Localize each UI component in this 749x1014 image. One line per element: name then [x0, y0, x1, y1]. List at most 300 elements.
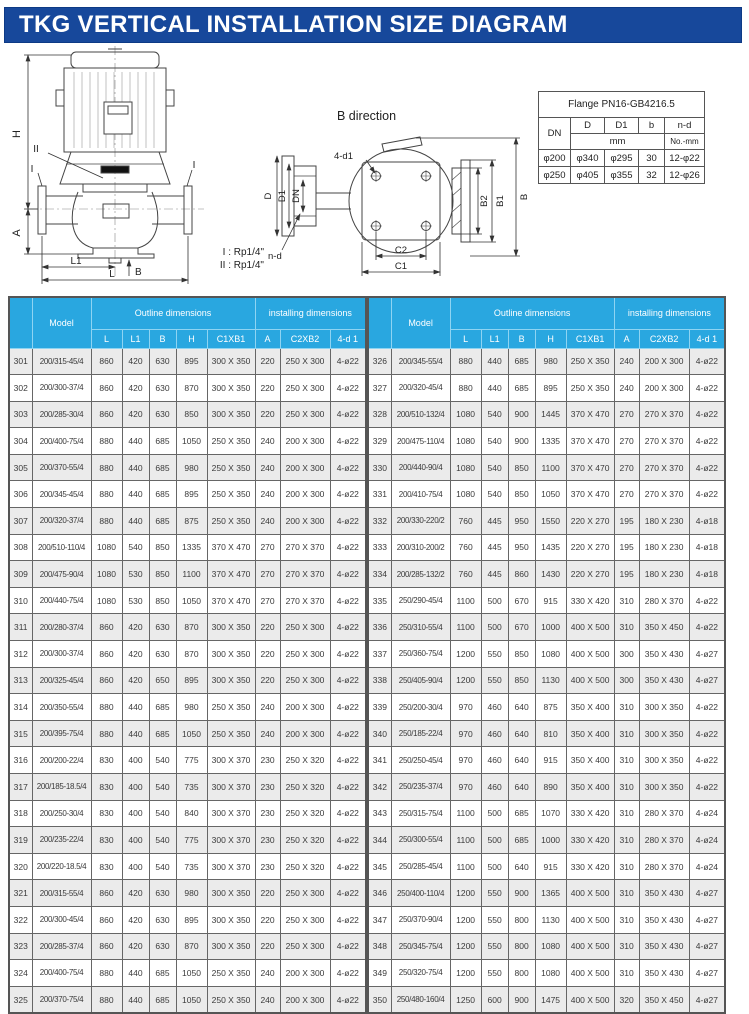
- model-cell: 200/220-18.5/4: [32, 853, 91, 880]
- table-row: [9, 827, 366, 854]
- h-cell: 1050: [176, 720, 207, 747]
- c1xb1-cell: 370 X 470: [566, 454, 614, 481]
- h-cell: 1130: [535, 667, 566, 694]
- h-cell: 1445: [535, 401, 566, 428]
- 4d1-cell: 4-ø22: [330, 641, 366, 668]
- a-cell: 240: [255, 960, 280, 987]
- h-cell: 915: [535, 747, 566, 774]
- b-cell: 900: [508, 986, 535, 1013]
- table-row: [368, 348, 725, 375]
- leader-ii: [48, 153, 103, 178]
- b-cell: 685: [508, 348, 535, 375]
- l1-cell: 550: [481, 667, 508, 694]
- table-row: [9, 534, 366, 561]
- c1xb1-cell: 250 X 350: [207, 694, 255, 721]
- flange-row: [539, 150, 705, 167]
- model-cell: 200/285-132/2: [391, 561, 450, 588]
- a-cell: 220: [255, 375, 280, 402]
- l1-cell: 440: [122, 454, 149, 481]
- model-cell: 200/440-90/4: [391, 454, 450, 481]
- l1-cell: 420: [122, 401, 149, 428]
- table-row: [368, 614, 725, 641]
- l-cell: 880: [91, 454, 122, 481]
- l-cell: 1200: [450, 906, 481, 933]
- a-cell: 310: [614, 614, 639, 641]
- b-cell: 670: [508, 587, 535, 614]
- table-row: [9, 614, 366, 641]
- row-number: 307: [9, 508, 32, 535]
- a-cell: 220: [255, 348, 280, 375]
- row-number: 314: [9, 694, 32, 721]
- b-cell: 950: [508, 508, 535, 535]
- model-cell: 250/480-160/4: [391, 986, 450, 1013]
- row-number: 343: [368, 800, 391, 827]
- h-cell: 980: [176, 880, 207, 907]
- h-cell: 850: [176, 401, 207, 428]
- l-cell: 1200: [450, 880, 481, 907]
- 4d1-cell: 4-ø22: [689, 481, 725, 508]
- l-cell: 1200: [450, 667, 481, 694]
- 4d1-cell: 4-ø24: [689, 800, 725, 827]
- c1xb1-cell: 400 X 500: [566, 641, 614, 668]
- h-cell: 895: [176, 348, 207, 375]
- 4d1-cell: 4-ø22: [689, 401, 725, 428]
- c1xb1-cell: 370 X 470: [207, 534, 255, 561]
- c1xb1-cell: 330 X 420: [566, 587, 614, 614]
- c2xb2-cell: 300 X 350: [639, 694, 689, 721]
- flange-col-d1: D1: [605, 118, 639, 134]
- c2xb2-cell: 350 X 450: [639, 614, 689, 641]
- b-cell: 685: [149, 720, 176, 747]
- l1-cell: 420: [122, 348, 149, 375]
- h-cell: 895: [176, 481, 207, 508]
- model-cell: 200/400-75/4: [32, 960, 91, 987]
- b-cell: 685: [508, 375, 535, 402]
- row-number: 320: [9, 853, 32, 880]
- row-number: 305: [9, 454, 32, 481]
- col-header-c1xb1: C1XB1: [207, 329, 255, 348]
- volute-outline: [349, 149, 453, 253]
- model-cell: 250/185-22/4: [391, 720, 450, 747]
- c1xb1-cell: 300 X 370: [207, 774, 255, 801]
- 4d1-cell: 4-ø22: [689, 614, 725, 641]
- h-cell: 810: [535, 720, 566, 747]
- l1-cell: 420: [122, 880, 149, 907]
- table-row: [9, 454, 366, 481]
- c2xb2-cell: 300 X 350: [639, 774, 689, 801]
- 4d1-cell: 4-ø27: [689, 880, 725, 907]
- a-cell: 270: [614, 454, 639, 481]
- 4d1-cell: 4-ø22: [330, 906, 366, 933]
- table-row: [9, 747, 366, 774]
- l-cell: 1100: [450, 614, 481, 641]
- b-cell: 850: [508, 641, 535, 668]
- a-cell: 195: [614, 508, 639, 535]
- 4d1-cell: 4-ø27: [689, 986, 725, 1013]
- table-row: [9, 401, 366, 428]
- c1xb1-cell: 300 X 350: [207, 667, 255, 694]
- top-discharge-flange: [382, 137, 422, 152]
- b-cell: 640: [508, 747, 535, 774]
- c1xb1-cell: 300 X 350: [207, 906, 255, 933]
- flange-unit-mm: mm: [571, 134, 665, 150]
- row-number: 326: [368, 348, 391, 375]
- c1xb1-cell: 250 X 350: [207, 508, 255, 535]
- l1-cell: 460: [481, 774, 508, 801]
- model-cell: 200/285-37/4: [32, 933, 91, 960]
- 4d1-cell: 4-ø24: [689, 827, 725, 854]
- table-row: [368, 454, 725, 481]
- l-cell: 880: [91, 508, 122, 535]
- model-cell: 200/510-132/4: [391, 401, 450, 428]
- b-cell: 685: [149, 454, 176, 481]
- 4d1-cell: 4-ø22: [330, 348, 366, 375]
- row-number: 304: [9, 428, 32, 455]
- flange-row: [539, 167, 705, 184]
- flange-table-title: Flange PN16-GB4216.5: [539, 92, 705, 118]
- dim-a-label: A: [11, 229, 23, 237]
- c2xb2-cell: 250 X 300: [280, 614, 330, 641]
- model-cell: 200/200-22/4: [32, 747, 91, 774]
- b-cell: 640: [508, 694, 535, 721]
- l-cell: 1080: [91, 561, 122, 588]
- l1-cell: 540: [481, 481, 508, 508]
- 4d1-cell: 4-ø22: [330, 481, 366, 508]
- table-row: [9, 667, 366, 694]
- col-header-4d1: 4-d 1: [689, 329, 725, 348]
- l1-cell: 540: [122, 534, 149, 561]
- a-cell: 220: [255, 906, 280, 933]
- c1xb1-cell: 220 X 270: [566, 534, 614, 561]
- c2xb2-cell: 270 X 370: [280, 534, 330, 561]
- l-cell: 860: [91, 375, 122, 402]
- c2xb2-cell: 280 X 370: [639, 587, 689, 614]
- c1xb1-cell: 400 X 500: [566, 986, 614, 1013]
- table-row: [9, 587, 366, 614]
- 4d1-cell: 4-ø22: [330, 747, 366, 774]
- table-row: [9, 641, 366, 668]
- model-cell: 200/350-55/4: [32, 694, 91, 721]
- model-cell: 250/360-75/4: [391, 641, 450, 668]
- c1xb1-cell: 250 X 350: [207, 481, 255, 508]
- mark-i-right-label: I: [192, 160, 196, 171]
- h-cell: 1050: [176, 986, 207, 1013]
- l1-cell: 460: [481, 747, 508, 774]
- c1xb1-cell: 350 X 400: [566, 694, 614, 721]
- l1-cell: 540: [481, 428, 508, 455]
- b-cell: 850: [149, 587, 176, 614]
- l-cell: 970: [450, 720, 481, 747]
- l1-cell: 445: [481, 534, 508, 561]
- a-cell: 230: [255, 774, 280, 801]
- l1-cell: 440: [122, 508, 149, 535]
- row-number: 322: [9, 906, 32, 933]
- l1-cell: 440: [122, 481, 149, 508]
- l-cell: 1080: [450, 454, 481, 481]
- 4d1-cell: 4-ø22: [330, 534, 366, 561]
- suction-pipe: [316, 193, 351, 209]
- 4d1-cell: 4-ø27: [689, 933, 725, 960]
- l1-cell: 440: [122, 694, 149, 721]
- c1xb1-cell: 370 X 470: [566, 401, 614, 428]
- 4d1-cell: 4-ø22: [689, 454, 725, 481]
- l1-cell: 445: [481, 508, 508, 535]
- table-row: [368, 747, 725, 774]
- model-cell: 200/300-37/4: [32, 375, 91, 402]
- l-cell: 1080: [91, 534, 122, 561]
- col-header-h: H: [535, 329, 566, 348]
- h-cell: 1070: [535, 800, 566, 827]
- a-cell: 240: [255, 694, 280, 721]
- h-cell: 1430: [535, 561, 566, 588]
- a-cell: 310: [614, 720, 639, 747]
- h-cell: 1000: [535, 827, 566, 854]
- flange-cell: φ250: [539, 167, 571, 184]
- l-cell: 880: [450, 375, 481, 402]
- model-cell: 200/345-55/4: [391, 348, 450, 375]
- row-number: 315: [9, 720, 32, 747]
- 4d1-cell: 4-ø22: [689, 428, 725, 455]
- b-cell: 540: [149, 800, 176, 827]
- label-b: B: [519, 193, 530, 201]
- b-direction-title: B direction: [337, 109, 397, 123]
- 4d1-cell: 4-ø22: [689, 747, 725, 774]
- l1-cell: 460: [481, 694, 508, 721]
- h-cell: 895: [176, 906, 207, 933]
- a-cell: 320: [614, 986, 639, 1013]
- h-cell: 1080: [535, 641, 566, 668]
- l-cell: 1080: [450, 481, 481, 508]
- model-cell: 200/370-75/4: [32, 986, 91, 1013]
- b-cell: 685: [149, 960, 176, 987]
- col-header-c1xb1: C1XB1: [566, 329, 614, 348]
- label-d: D: [263, 192, 274, 200]
- b-cell: 630: [149, 933, 176, 960]
- row-number: 316: [9, 747, 32, 774]
- row-number: 302: [9, 375, 32, 402]
- l1-cell: 460: [481, 720, 508, 747]
- l-cell: 970: [450, 747, 481, 774]
- outline-dimensions-header: Outline dimensions: [91, 297, 255, 329]
- label-dn: DN: [291, 189, 302, 203]
- table-row: [9, 880, 366, 907]
- h-cell: 870: [176, 375, 207, 402]
- col-header-4d1: 4-d 1: [330, 329, 366, 348]
- c1xb1-cell: 250 X 350: [207, 986, 255, 1013]
- c2xb2-cell: 200 X 300: [280, 508, 330, 535]
- row-number: 312: [9, 641, 32, 668]
- flange-col-nd: n-d: [665, 118, 705, 134]
- model-cell: 200/345-45/4: [32, 481, 91, 508]
- l-cell: 860: [91, 348, 122, 375]
- l1-cell: 400: [122, 800, 149, 827]
- pump-base: [78, 248, 154, 258]
- a-cell: 240: [255, 986, 280, 1013]
- l1-cell: 400: [122, 774, 149, 801]
- model-cell: 250/405-90/4: [391, 667, 450, 694]
- a-cell: 240: [255, 454, 280, 481]
- spec-tables-section: [8, 296, 722, 1014]
- a-cell: 310: [614, 933, 639, 960]
- c1xb1-cell: 220 X 270: [566, 561, 614, 588]
- l-cell: 860: [91, 401, 122, 428]
- col-header-l: L: [91, 329, 122, 348]
- 4d1-cell: 4-ø24: [689, 853, 725, 880]
- table-row: [368, 641, 725, 668]
- model-cell: 200/510-110/4: [32, 534, 91, 561]
- table-row: [9, 960, 366, 987]
- flange-table: [538, 91, 705, 184]
- l1-cell: 440: [481, 375, 508, 402]
- b-cell: 850: [508, 667, 535, 694]
- flange-cell: φ340: [571, 150, 605, 167]
- l-cell: 760: [450, 508, 481, 535]
- c2xb2-cell: 270 X 370: [639, 428, 689, 455]
- 4d1-cell: 4-ø27: [689, 960, 725, 987]
- c2xb2-cell: 200 X 300: [280, 428, 330, 455]
- motor-lug-right: [166, 90, 174, 106]
- col-header-b: B: [508, 329, 535, 348]
- b-cell: 900: [508, 880, 535, 907]
- l1-cell: 420: [122, 933, 149, 960]
- col-header-l1: L1: [122, 329, 149, 348]
- 4d1-cell: 4-ø22: [689, 375, 725, 402]
- c2xb2-cell: 350 X 430: [639, 933, 689, 960]
- a-cell: 220: [255, 401, 280, 428]
- 4d1-cell: 4-ø18: [689, 508, 725, 535]
- c2xb2-cell: 250 X 320: [280, 774, 330, 801]
- label-4d1: 4-d1: [333, 151, 353, 162]
- model-cell: 200/185-18.5/4: [32, 774, 91, 801]
- row-number: 301: [9, 348, 32, 375]
- table-row: [368, 481, 725, 508]
- a-cell: 240: [255, 720, 280, 747]
- h-cell: 890: [535, 774, 566, 801]
- table-row: [368, 428, 725, 455]
- row-number: 350: [368, 986, 391, 1013]
- b-cell: 685: [149, 694, 176, 721]
- leader-i-left: [38, 173, 42, 186]
- c1xb1-cell: 300 X 370: [207, 747, 255, 774]
- c1xb1-cell: 330 X 420: [566, 800, 614, 827]
- l1-cell: 400: [122, 853, 149, 880]
- c1xb1-cell: 370 X 470: [566, 428, 614, 455]
- c2xb2-cell: 250 X 300: [280, 348, 330, 375]
- model-cell: 200/400-75/4: [32, 428, 91, 455]
- b-cell: 850: [508, 481, 535, 508]
- c2xb2-cell: 270 X 370: [280, 587, 330, 614]
- a-cell: 310: [614, 906, 639, 933]
- row-number: 313: [9, 667, 32, 694]
- l1-cell: 500: [481, 614, 508, 641]
- motor-lug-left: [56, 90, 64, 106]
- b-cell: 630: [149, 641, 176, 668]
- c2xb2-cell: 250 X 320: [280, 827, 330, 854]
- 4d1-cell: 4-ø22: [330, 827, 366, 854]
- table-row: [368, 880, 725, 907]
- c1xb1-cell: 350 X 400: [566, 747, 614, 774]
- 4d1-cell: 4-ø18: [689, 561, 725, 588]
- l1-cell: 420: [122, 906, 149, 933]
- table-row: [9, 800, 366, 827]
- l-cell: 1100: [450, 587, 481, 614]
- row-number: 310: [9, 587, 32, 614]
- b-cell: 850: [149, 534, 176, 561]
- a-cell: 310: [614, 880, 639, 907]
- col-header-a: A: [614, 329, 639, 348]
- h-cell: 915: [535, 587, 566, 614]
- h-cell: 775: [176, 747, 207, 774]
- a-cell: 240: [255, 481, 280, 508]
- table-row: [9, 694, 366, 721]
- l1-cell: 500: [481, 853, 508, 880]
- a-cell: 310: [614, 960, 639, 987]
- casing-boss: [103, 204, 129, 218]
- a-cell: 220: [255, 614, 280, 641]
- 4d1-cell: 4-ø22: [330, 933, 366, 960]
- l-cell: 830: [91, 774, 122, 801]
- flange-col-b: b: [639, 118, 665, 134]
- c1xb1-cell: 400 X 500: [566, 906, 614, 933]
- l-cell: 1080: [450, 401, 481, 428]
- l-cell: 760: [450, 561, 481, 588]
- 4d1-cell: 4-ø22: [330, 986, 366, 1013]
- l-cell: 860: [91, 906, 122, 933]
- b-cell: 640: [508, 774, 535, 801]
- 4d1-cell: 4-ø22: [330, 720, 366, 747]
- c1xb1-cell: 250 X 350: [207, 454, 255, 481]
- a-cell: 310: [614, 800, 639, 827]
- page-title: TKG VERTICAL INSTALLATION SIZE DIAGRAM: [19, 11, 568, 38]
- l1-cell: 500: [481, 587, 508, 614]
- c1xb1-cell: 250 X 350: [207, 960, 255, 987]
- model-cell: 250/400-110/4: [391, 880, 450, 907]
- c1xb1-cell: 300 X 370: [207, 853, 255, 880]
- 4d1-cell: 4-ø22: [330, 428, 366, 455]
- model-cell: 200/475-90/4: [32, 561, 91, 588]
- flange-cell: 30: [639, 150, 665, 167]
- c1xb1-cell: 400 X 500: [566, 667, 614, 694]
- row-number: 338: [368, 667, 391, 694]
- row-number: 344: [368, 827, 391, 854]
- row-number: 328: [368, 401, 391, 428]
- h-cell: 1000: [535, 614, 566, 641]
- row-number: 327: [368, 375, 391, 402]
- c1xb1-cell: 330 X 420: [566, 853, 614, 880]
- spec-table-left: [8, 296, 367, 1014]
- spec-table-right: [367, 296, 726, 1014]
- l1-cell: 550: [481, 960, 508, 987]
- c1xb1-cell: 400 X 500: [566, 614, 614, 641]
- a-cell: 230: [255, 800, 280, 827]
- mark-i-left-label: I: [30, 164, 34, 175]
- model-cell: 250/315-75/4: [391, 800, 450, 827]
- b-cell: 685: [149, 481, 176, 508]
- 4d1-cell: 4-ø22: [330, 694, 366, 721]
- model-cell: 200/475-110/4: [391, 428, 450, 455]
- c2xb2-cell: 180 X 230: [639, 561, 689, 588]
- model-cell: 200/440-75/4: [32, 587, 91, 614]
- col-header-c2xb2: C2XB2: [639, 329, 689, 348]
- h-cell: 1050: [535, 481, 566, 508]
- model-cell: 200/325-45/4: [32, 667, 91, 694]
- c2xb2-cell: 200 X 300: [280, 720, 330, 747]
- c1xb1-cell: 250 X 350: [566, 375, 614, 402]
- c2xb2-cell: 250 X 300: [280, 906, 330, 933]
- model-header: Model: [391, 297, 450, 348]
- a-cell: 220: [255, 641, 280, 668]
- a-cell: 270: [614, 428, 639, 455]
